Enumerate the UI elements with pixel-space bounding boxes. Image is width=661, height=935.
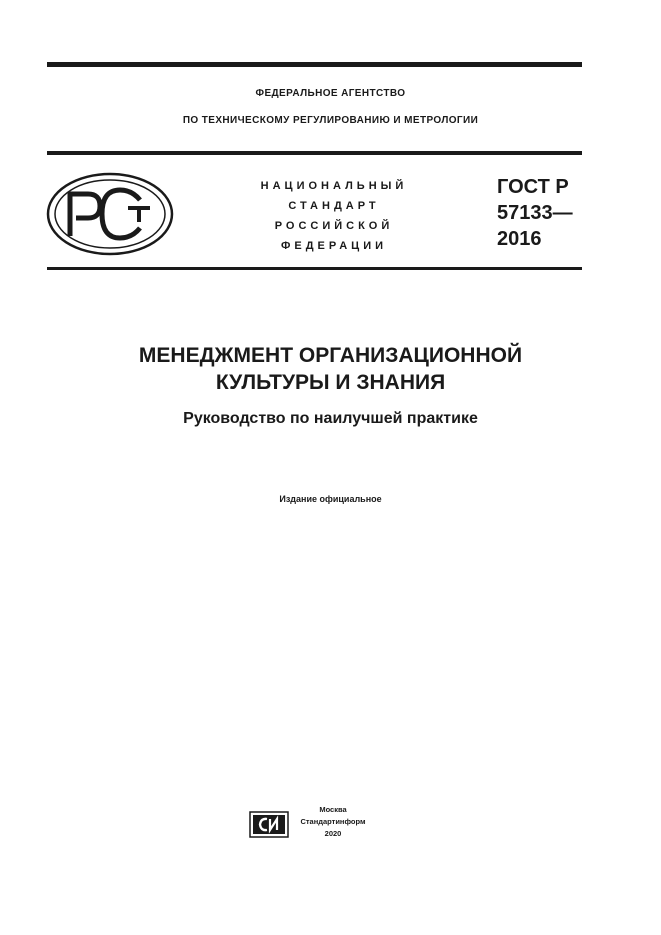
document-title <box>0 342 661 396</box>
publisher-city: Москва <box>319 805 347 814</box>
document-subtitle: Руководство по наилучшей практике <box>183 410 478 427</box>
document-title-line1: МЕНЕДЖМЕНТ ОРГАНИЗАЦИОННОЙ <box>138 344 523 367</box>
gost-number: 57133— <box>497 202 573 224</box>
agency-name-line1: ФЕДЕРАЛЬНОЕ АГЕНТСТВО <box>255 88 406 99</box>
publisher-name: Стандартинформ <box>300 817 366 826</box>
document-title-line2: КУЛЬТУРЫ И ЗНАНИЯ <box>215 371 446 394</box>
standard-type-line: ФЕДЕРАЦИИ <box>280 240 388 252</box>
agency-name-line2: ПО ТЕХНИЧЕСКОМУ РЕГУЛИРОВАНИЮ И МЕТРОЛОГИИ <box>182 115 479 126</box>
standard-type-line: НАЦИОНАЛЬНЫЙ <box>260 180 408 192</box>
bottom-rule <box>47 267 582 270</box>
middle-rule <box>47 151 582 155</box>
standard-type-block <box>240 176 428 256</box>
publisher-info <box>297 804 369 840</box>
publication-year: 2020 <box>324 829 342 838</box>
standard-type-line: РОССИЙСКОЙ <box>274 220 394 232</box>
gost-r-certification-mark-icon <box>46 172 174 256</box>
edition-note: Издание официальное <box>279 494 382 504</box>
standard-type-line: СТАНДАРТ <box>288 200 380 212</box>
standartinform-logo-icon <box>249 811 289 838</box>
gost-label: ГОСТ Р <box>497 176 569 198</box>
gost-designation <box>497 174 573 252</box>
top-rule <box>47 62 582 67</box>
gost-year: 2016 <box>497 228 542 250</box>
